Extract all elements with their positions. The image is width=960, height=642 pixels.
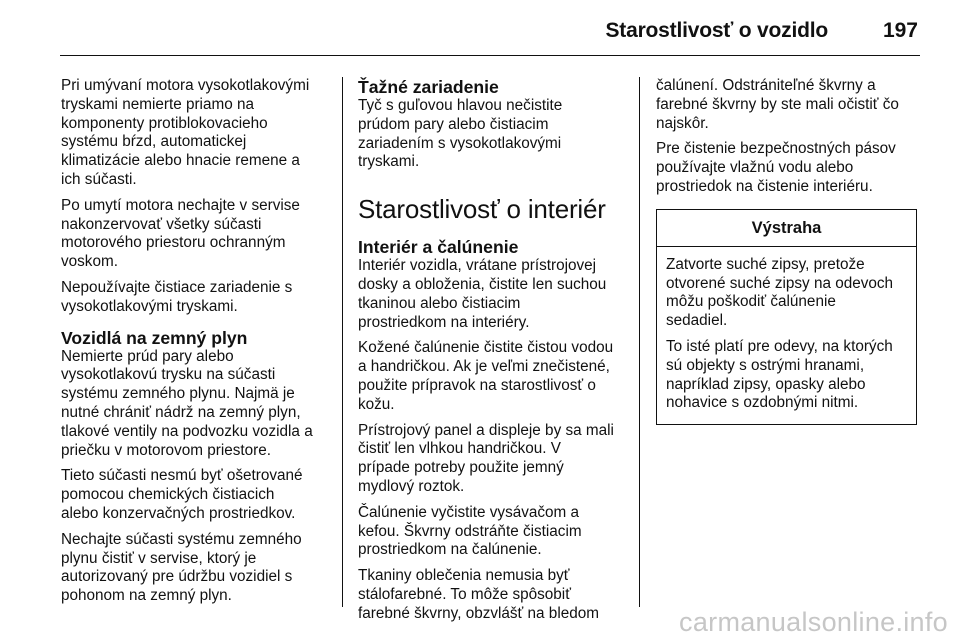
towbar-heading: Ťažné zariadenie — [358, 77, 499, 97]
gas-steam-paragraph: Nemierte prúd pary alebo vysokotlakovú trysku na súčasti systému zemného plynu. Najmä je nutné chrániť nádrž na zemný plyn, tlakové ventily na podvozku vozidla a priečku v motorovom priestore. — [61, 347, 313, 459]
warning-title: Výstraha — [657, 210, 916, 247]
warning-box — [656, 209, 917, 425]
engine-wash-paragraph: Pri umývaní motora vysokotlakovými tryskami nemierte priamo na komponenty protiblokovacieho systému bŕzd, automatickej klimatizácie alebo hnacie remene a ich súčasti. — [61, 77, 310, 188]
chapter-title: Starostlivosť o vozidlo — [605, 19, 828, 42]
page-number: 197 — [882, 19, 918, 42]
column-divider-1 — [342, 77, 343, 607]
interior-dry-cloth-paragraph: Interiér vozidla, vrátane prístrojovej dosky a obloženia, čistite len suchou tkaninou alebo čistiacim prostriedkom na interiéry. — [358, 257, 607, 331]
gas-chemicals-paragraph: Tieto súčasti nesmú byť ošetrované pomocou chemických čistiacich alebo konzervačných prostriedkov. — [61, 467, 303, 522]
leather-paragraph: Kožené čalúnenie čistite čistou vodou a handričkou. Ak je veľmi znečistené, použite prípravok na starostlivosť o kožu. — [358, 339, 614, 413]
column-right — [656, 77, 921, 425]
upholstery-vacuum-paragraph: Čalúnenie vyčistite vysávačom a kefou. Škvrny odstráňte čistiacim prostriedkom na čalúnenie. — [358, 503, 582, 559]
column-divider-2 — [639, 77, 640, 607]
column-left — [61, 77, 329, 613]
instrument-panel-paragraph: Prístrojový panel a displeje by sa mali čistiť len vlhkou handričkou. V prípade potreby použite jemný mydlový roztok. — [358, 421, 614, 495]
towbar-paragraph: Tyč s guľovou hlavou nečistite prúdom pary alebo čistiacim zariadením s vysokotlakovými tryskami. — [358, 97, 563, 171]
interior-upholstery-heading: Interiér a čalúnenie — [358, 237, 519, 258]
warning-body — [657, 247, 916, 424]
warning-velcro-paragraph: Zatvorte suché zipsy, pretože otvorené suché zipsy na odevoch môžu poškodiť čalúnenie sedadiel. — [666, 255, 894, 330]
engine-wax-paragraph: Po umytí motora nechajte v servise nakonzervovať všetky súčasti motorového priestoru ochranným voskom. — [61, 196, 300, 271]
interior-care-heading: Starostlivosť o interiér — [358, 194, 606, 225]
header-divider — [60, 55, 920, 56]
clothing-colour-paragraph: Tkaniny oblečenia nemusia byť stálofarebné. To môže spôsobiť farebné škvrny, obzvlášť na bledom — [358, 567, 599, 622]
warning-sharp-objects-paragraph: To isté platí pre odevy, na ktorých sú objekty s ostrými hranami, napríklad zipsy, opasky alebo nohavice s ozdobnými nitmi. — [666, 337, 893, 412]
seat-belt-cleaning-paragraph: Pre čistenie bezpečnostných pásov používajte vlažnú vodu alebo prostriedok na čistenie interiéru. — [656, 140, 896, 195]
stain-removal-paragraph: čalúnení. Odstrániteľné škvrny a farebné škvrny by ste mali očistiť čo najskôr. — [656, 77, 899, 132]
watermark: carmanualsonline.info — [679, 607, 948, 637]
page-header — [60, 12, 920, 52]
gas-service-paragraph: Nechajte súčasti systému zemného plynu čistiť v servise, ktorý je autorizovaný pre údržbu vozidiel s pohonom na zemný plyn. — [61, 530, 302, 605]
no-high-pressure-paragraph: Nepoužívajte čistiace zariadenie s vysokotlakovými tryskami. — [61, 278, 293, 315]
column-middle — [358, 77, 626, 631]
gas-vehicles-heading: Vozidlá na zemný plyn — [61, 327, 248, 348]
